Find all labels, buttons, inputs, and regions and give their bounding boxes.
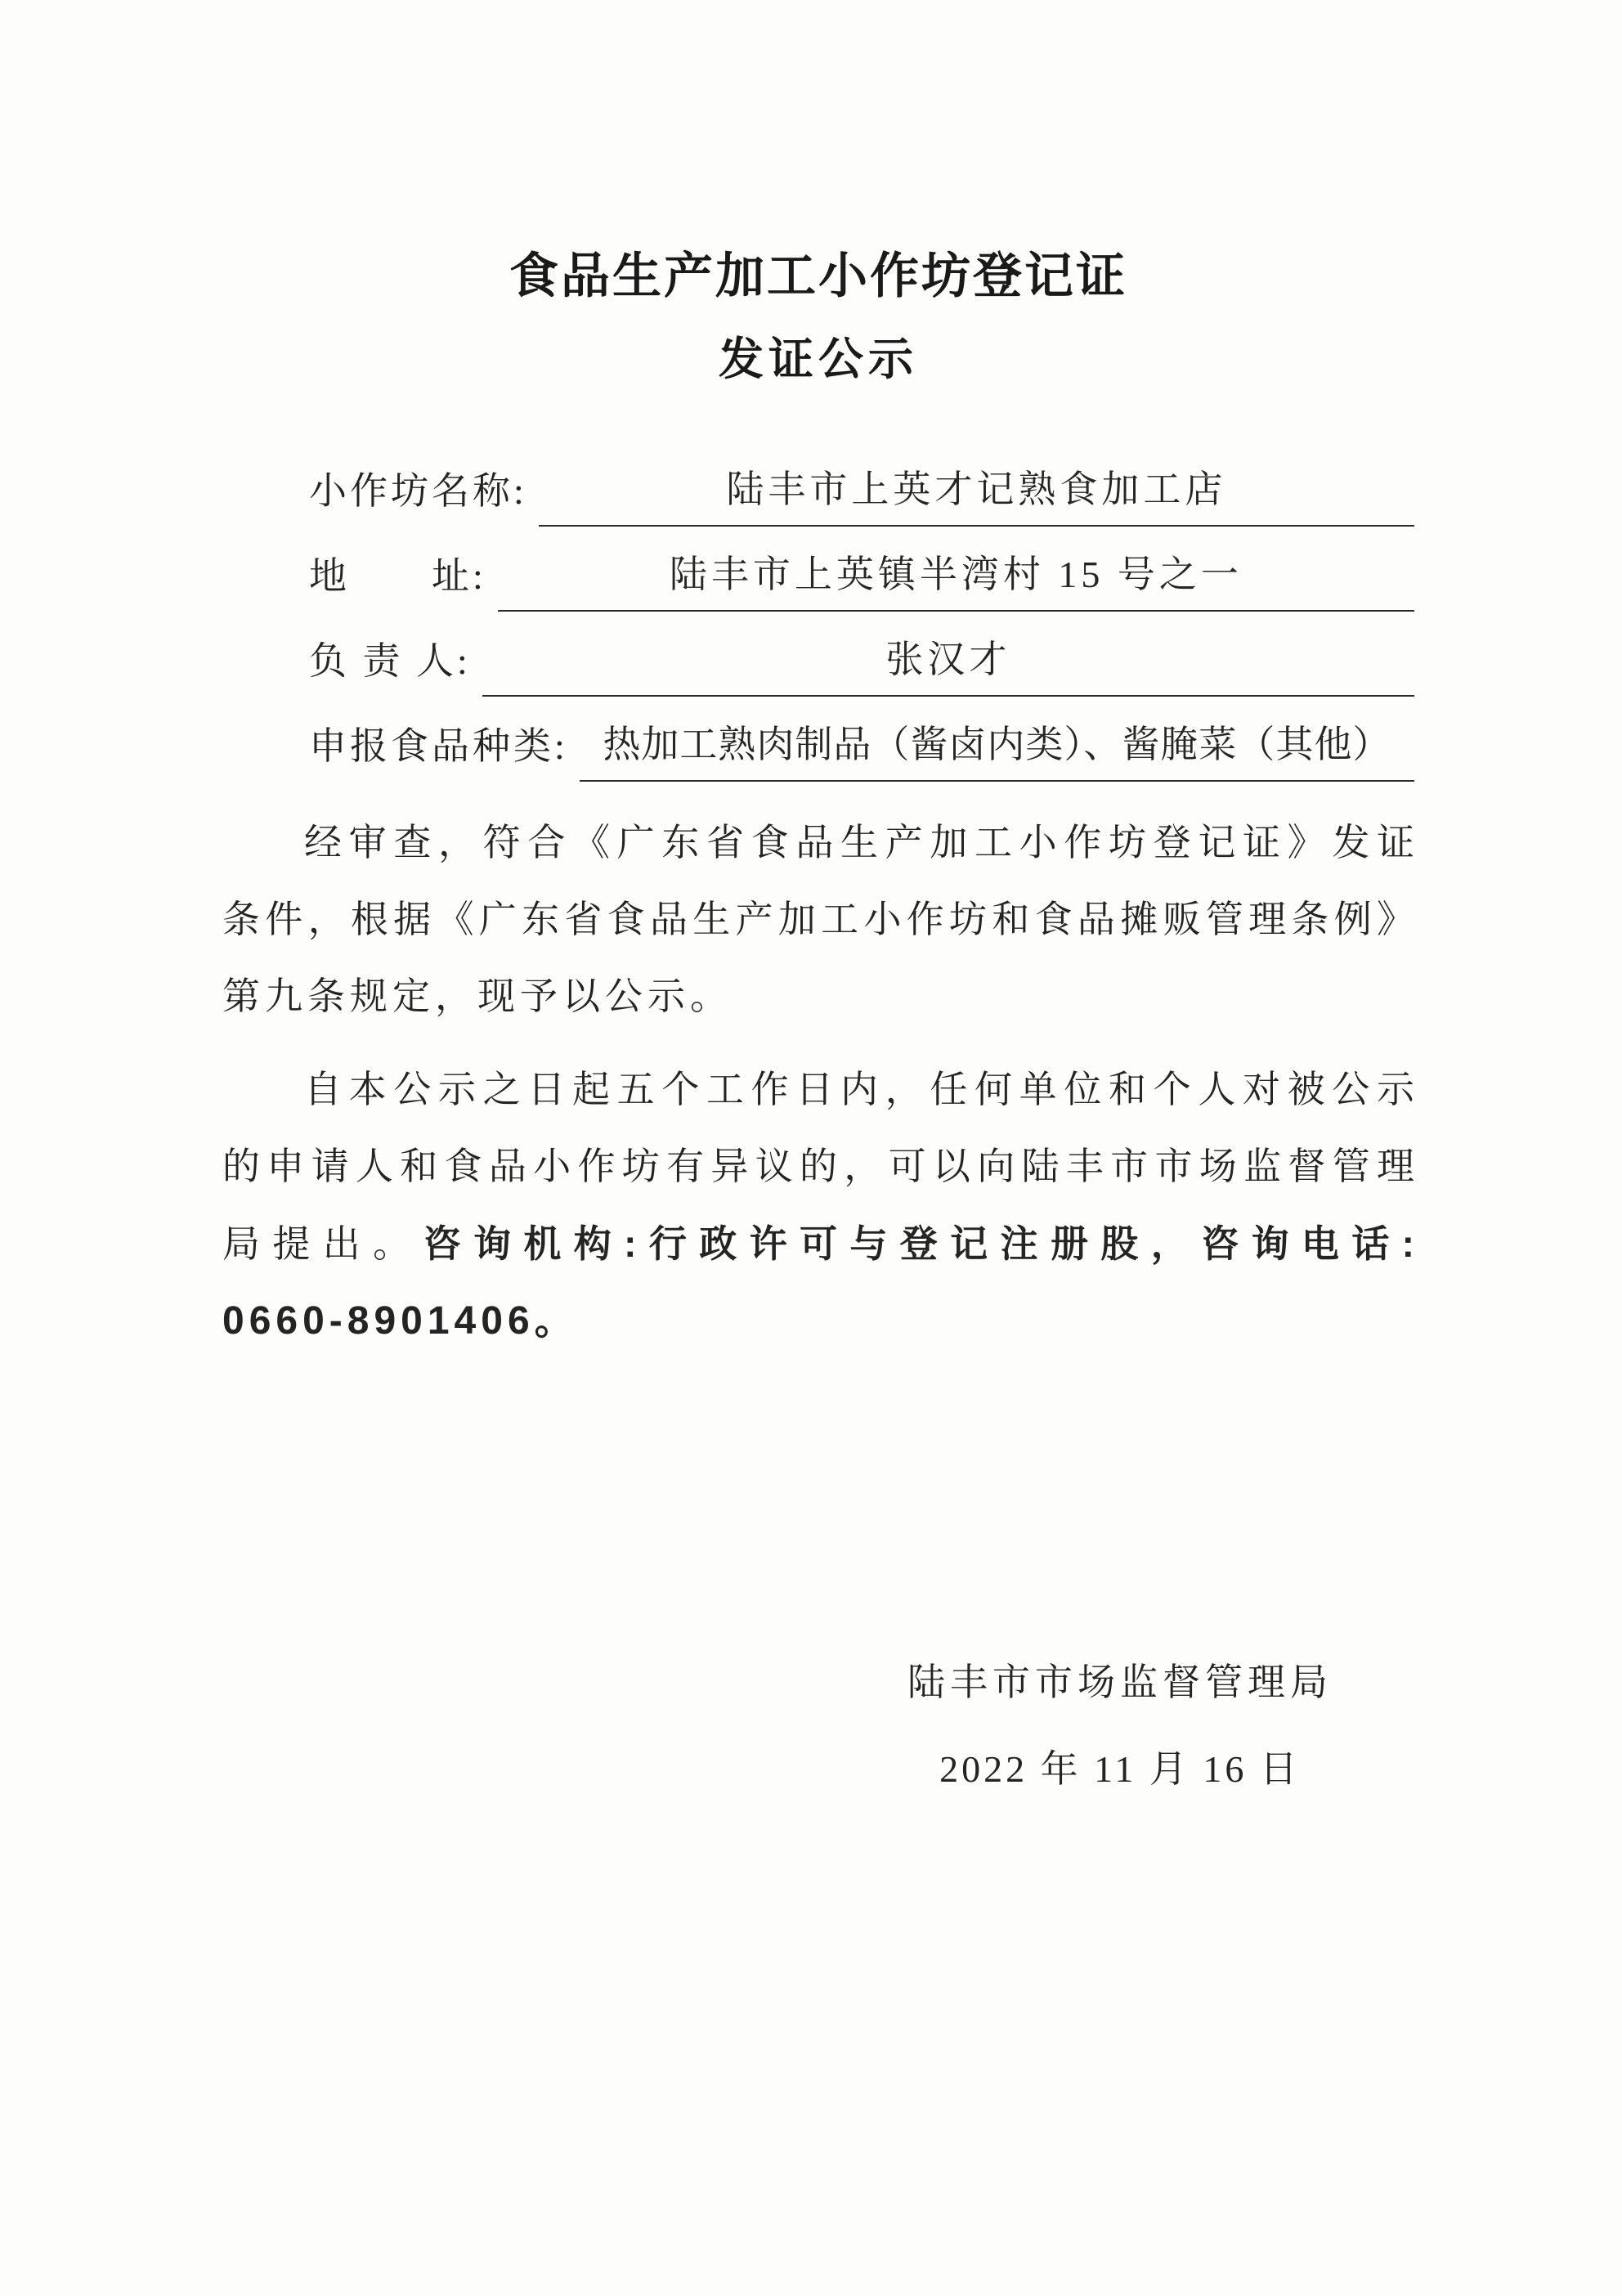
address-value: 陆丰市上英镇半湾村 15 号之一 bbox=[669, 554, 1243, 595]
food-categories-label: 申报食品种类: bbox=[309, 725, 568, 767]
workshop-name-label: 小作坊名称: bbox=[309, 470, 527, 512]
page-subtitle: 发证公示 bbox=[718, 334, 918, 384]
food-categories-value: 热加工熟肉制品（酱卤内类）、酱腌菜（其他） bbox=[603, 724, 1391, 765]
person-in-charge-value: 张汉才 bbox=[885, 639, 1011, 680]
paragraph-objection-line-3 bbox=[222, 1205, 1414, 1283]
address-underline bbox=[498, 549, 1414, 612]
person-in-charge-label: 负 责 人: bbox=[309, 640, 471, 682]
registration-form bbox=[222, 464, 1414, 782]
paragraph-objection-line-2: 的申请人和食品小作坊有异议的，可以向陆丰市市场监督管理 bbox=[222, 1146, 1414, 1187]
address-label: 地 址: bbox=[309, 555, 486, 597]
paragraph-objection-line-1: 自本公示之日起五个工作日内，任何单位和个人对被公示 bbox=[304, 1069, 1414, 1110]
signature-block bbox=[826, 1654, 1414, 1798]
paragraph-review-line-1: 经审查，符合《广东省食品生产加工小作坊登记证》发证 bbox=[304, 822, 1414, 863]
form-row-workshop-name bbox=[309, 464, 1414, 527]
person-in-charge-underline bbox=[482, 635, 1414, 697]
form-row-food-categories bbox=[309, 720, 1414, 782]
paragraph-objection-line-3-normal: 局提出。 bbox=[222, 1223, 423, 1265]
consultation-phone-number: 0660-8901406。 bbox=[222, 1299, 579, 1343]
paragraph-objection bbox=[222, 1052, 1414, 1360]
form-row-address bbox=[309, 549, 1414, 612]
issuing-authority: 陆丰市市场监督管理局 bbox=[907, 1661, 1333, 1703]
paragraph-review-line-3: 第九条规定，现予以公示。 bbox=[222, 975, 733, 1017]
paragraph-review-line-2: 条件，根据《广东省食品生产加工小作坊和食品摊贩管理条例》 bbox=[222, 899, 1414, 940]
food-categories-underline bbox=[580, 720, 1414, 782]
form-row-person-in-charge bbox=[309, 635, 1414, 697]
page-title: 食品生产加工小作坊登记证 bbox=[509, 249, 1127, 303]
workshop-name-underline bbox=[539, 464, 1414, 527]
workshop-name-value: 陆丰市上英才记熟食加工店 bbox=[726, 469, 1227, 510]
paragraph-review bbox=[222, 805, 1414, 1035]
consultation-office-text: 咨询机构:行政许可与登记注册股，咨询电话: bbox=[423, 1222, 1414, 1265]
issue-date: 2022 年 11 月 16 日 bbox=[939, 1748, 1301, 1790]
announcement-body bbox=[222, 805, 1414, 1360]
